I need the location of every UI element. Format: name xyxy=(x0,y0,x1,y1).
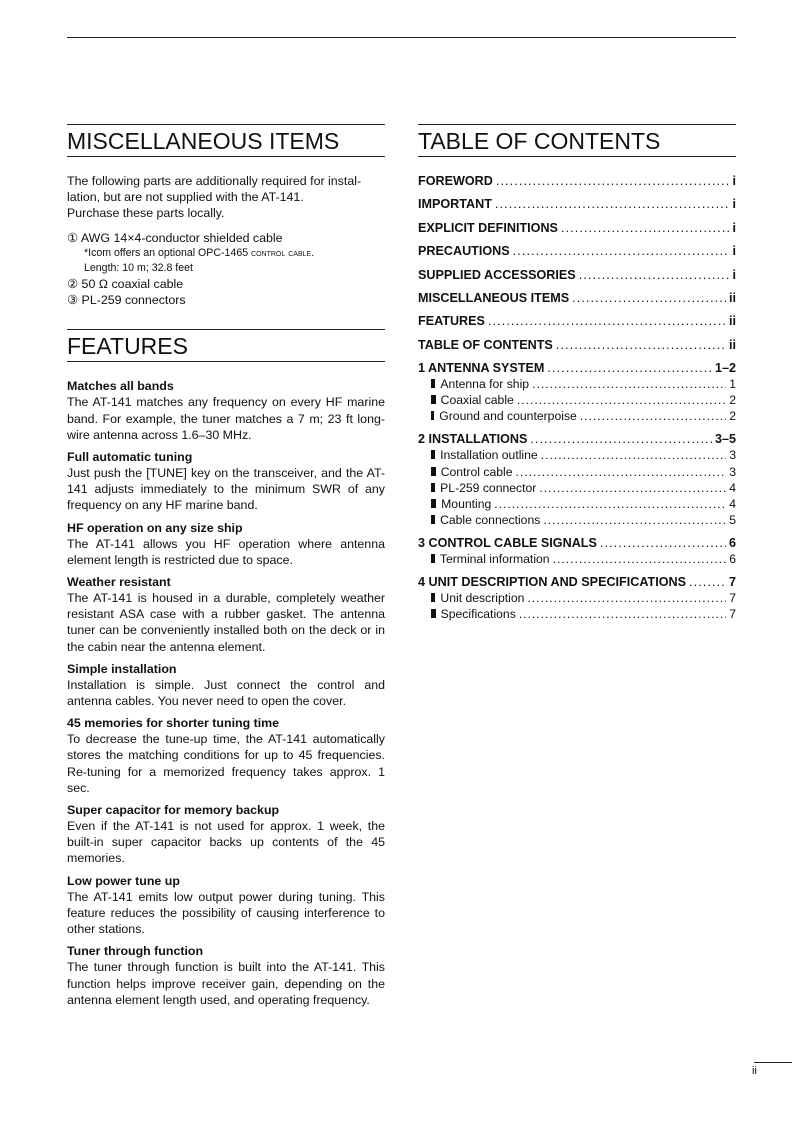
feature-text: The AT-141 is housed in a durable, completely weather resistant ASA case with a rubber gasket. The antenna tuner can be conveniently installed both on the deck or in the cabin near the antenna element. xyxy=(67,591,385,654)
toc-page: 2 xyxy=(729,409,736,424)
misc-intro-line: The following parts are additionally required for instal- xyxy=(67,174,362,188)
toc-entry-title: 1 ANTENNA SYSTEM xyxy=(418,361,545,376)
toc-subentry[interactable] xyxy=(418,496,736,512)
toc-leader xyxy=(600,535,726,551)
toc-entry-title: EXPLICIT DEFINITIONS xyxy=(418,220,558,235)
toc-entry-title: MISCELLANEOUS ITEMS xyxy=(418,290,570,305)
feature-title: Matches all bands xyxy=(67,379,174,394)
toc-subentry[interactable] xyxy=(418,590,736,606)
feature-title: Weather resistant xyxy=(67,575,171,590)
feature-item xyxy=(67,661,385,709)
toc-leader xyxy=(689,574,726,590)
toc-entry[interactable] xyxy=(418,313,736,329)
feature-text: The tuner through function is built into the AT-141. This function helps improve receiver gain, depending on the antenna element length used, and operating frequency. xyxy=(67,960,385,1007)
toc-page: 4 xyxy=(729,480,736,495)
toc-entry-title: Coaxial cable xyxy=(440,393,514,408)
square-bullet-icon xyxy=(431,515,435,524)
feature-item xyxy=(67,715,385,796)
feature-text: To decrease the tune-up time, the AT-141 automatically stores the matching conditions for up to 45 frequencies. Re-tuning for a memorized frequency takes approx. 1 sec. xyxy=(67,732,385,795)
toc-subentry[interactable] xyxy=(418,464,736,480)
toc-entry[interactable] xyxy=(418,267,736,283)
parts-list xyxy=(67,230,385,309)
toc-subentry[interactable] xyxy=(418,408,736,424)
toc-subentry[interactable] xyxy=(418,512,736,528)
toc-page: ii xyxy=(729,290,736,305)
square-bullet-icon xyxy=(431,379,435,388)
feature-item xyxy=(67,873,385,938)
toc-leader xyxy=(494,496,726,512)
misc-intro-line: lation, but are not supplied with the AT-141. xyxy=(67,190,304,205)
toc-page: i xyxy=(732,220,736,235)
feature-text: The AT-141 matches any frequency on every HF marine band. For example, the tuner matches a 7 m; 23 ft long-wire antenna across 1.6–30 MHz. xyxy=(67,395,385,442)
toc-entry-title: Cable connections xyxy=(440,512,541,527)
toc-list xyxy=(418,173,736,622)
toc-page: 7 xyxy=(728,574,736,589)
toc-leader xyxy=(561,220,730,236)
toc-entry-title: Mounting xyxy=(441,496,492,511)
features-heading: FEATURES xyxy=(67,329,385,362)
toc-page: 4 xyxy=(729,496,736,511)
feature-text: The AT-141 allows you HF operation where antenna element length is restricted due to space. xyxy=(67,536,385,567)
feature-title: Super capacitor for memory backup xyxy=(67,803,280,818)
toc-page: 5 xyxy=(729,512,736,527)
misc-intro-line: Purchase these parts locally. xyxy=(67,206,225,221)
toc-leader xyxy=(530,431,712,447)
feature-item xyxy=(67,802,385,867)
toc-leader xyxy=(572,290,726,306)
feature-title: Tuner through function xyxy=(67,944,204,959)
footer-rule xyxy=(754,1062,792,1063)
toc-page: 7 xyxy=(729,590,736,605)
feature-title: 45 memories for shorter tuning time xyxy=(67,716,280,731)
feature-text: The AT-141 emits low output power during tuning. This feature reduces the possibility of causing interference to other stations. xyxy=(67,889,385,937)
feature-title: HF operation on any size ship xyxy=(67,520,243,535)
left-column xyxy=(67,124,385,1014)
toc-leader xyxy=(513,243,730,259)
toc-leader xyxy=(547,360,712,376)
toc-page: 1–2 xyxy=(714,361,736,376)
toc-entry-title: TABLE OF CONTENTS xyxy=(418,337,553,352)
square-bullet-icon xyxy=(431,483,435,492)
feature-text: Even if the AT-141 is not used for approx. 1 week, the built-in super capacitor backs up contents of the 45 memories. xyxy=(67,819,385,866)
square-bullet-icon xyxy=(431,411,434,420)
toc-leader xyxy=(496,173,730,189)
feature-item xyxy=(67,574,385,655)
square-bullet-icon xyxy=(431,395,436,404)
feature-item xyxy=(67,449,385,514)
toc-page: 7 xyxy=(729,607,736,622)
toc-leader xyxy=(495,196,730,212)
toc-heading: TABLE OF CONTENTS xyxy=(418,124,736,157)
square-bullet-icon xyxy=(431,593,435,602)
toc-page: 3 xyxy=(729,464,736,479)
toc-entry-title: Antenna for ship xyxy=(440,377,530,392)
part-item: ③ PL-259 connectors xyxy=(67,293,186,308)
toc-subentry[interactable] xyxy=(418,376,736,392)
toc-page: i xyxy=(732,267,736,282)
toc-chapter[interactable] xyxy=(418,360,736,376)
toc-entry-title: PL-259 connector xyxy=(440,480,537,495)
toc-leader xyxy=(579,267,730,283)
toc-entry-title: 3 CONTROL CABLE SIGNALS xyxy=(418,535,597,550)
toc-page: 2 xyxy=(729,393,736,408)
feature-title: Low power tune up xyxy=(67,873,180,888)
toc-leader xyxy=(517,392,726,408)
toc-entry-title: Unit description xyxy=(440,590,525,605)
toc-chapter[interactable] xyxy=(418,574,736,590)
toc-entry-title: PRECAUTIONS xyxy=(418,244,510,259)
page-number: ii xyxy=(752,1065,757,1077)
toc-leader xyxy=(527,590,726,606)
feature-title: Full automatic tuning xyxy=(67,450,193,465)
toc-entry-title: SUPPLIED ACCESSORIES xyxy=(418,267,576,282)
part-length: Length: 10 m; 32.8 feet xyxy=(84,262,193,275)
toc-entry-title: IMPORTANT xyxy=(418,197,492,212)
feature-text: Installation is simple. Just connect the control and antenna cables. You never need to open the cover. xyxy=(67,677,385,709)
toc-entry-title: 2 INSTALLATIONS xyxy=(418,432,528,447)
toc-entry-title: Installation outline xyxy=(440,448,538,463)
toc-entry-title: FEATURES xyxy=(418,314,485,329)
toc-entry-title: Control cable xyxy=(440,464,513,479)
toc-leader xyxy=(543,512,726,528)
toc-page: ii xyxy=(729,337,736,352)
toc-entry[interactable] xyxy=(418,243,736,259)
feature-title: Simple installation xyxy=(67,661,177,676)
toc-chapter[interactable] xyxy=(418,431,736,447)
feature-item xyxy=(67,520,385,568)
features-list xyxy=(67,378,385,1007)
toc-page: 3–5 xyxy=(714,432,736,447)
toc-entry[interactable] xyxy=(418,290,736,306)
toc-entry[interactable] xyxy=(418,196,736,212)
toc-page: i xyxy=(732,174,736,188)
toc-subentry[interactable] xyxy=(418,551,736,567)
part-item: ① AWG 14×4-conductor shielded cable xyxy=(67,230,283,245)
toc-page: i xyxy=(732,244,736,259)
square-bullet-icon xyxy=(431,467,436,476)
toc-leader xyxy=(532,376,726,392)
toc-leader xyxy=(539,480,726,496)
square-bullet-icon xyxy=(431,609,436,618)
toc-subentry[interactable] xyxy=(418,392,736,408)
feature-text: Just push the [TUNE] key on the transceiver, and the AT-141 adjusts immediately to the minimum SWR of any frequency on any HF marine band. xyxy=(67,466,385,513)
toc-page: 6 xyxy=(729,551,736,566)
toc-leader xyxy=(488,313,726,329)
misc-heading: MISCELLANEOUS ITEMS xyxy=(67,124,385,157)
toc-entry-title: Terminal information xyxy=(439,551,550,566)
top-rule xyxy=(67,37,736,38)
part-note: *Icom offers an optional OPC-1465 control cable. xyxy=(84,246,315,259)
toc-subentry[interactable] xyxy=(418,606,736,622)
right-column xyxy=(418,124,736,622)
toc-entry-title: 4 UNIT DESCRIPTION AND SPECIFICATIONS xyxy=(418,574,686,589)
toc-page: ii xyxy=(729,314,736,329)
toc-entry-title: Specifications xyxy=(440,607,516,622)
toc-leader xyxy=(580,408,726,424)
toc-chapter[interactable] xyxy=(418,535,736,551)
feature-item xyxy=(67,943,385,1008)
toc-page: 3 xyxy=(729,448,736,463)
toc-subentry[interactable] xyxy=(418,480,736,496)
toc-page: 6 xyxy=(728,535,736,550)
feature-item xyxy=(67,378,385,443)
toc-entry[interactable] xyxy=(418,220,736,236)
toc-leader xyxy=(553,551,727,567)
misc-intro xyxy=(67,173,385,222)
toc-entry-title: Ground and counterpoise xyxy=(439,409,577,424)
part-item: ② 50 Ω coaxial cable xyxy=(67,277,184,292)
toc-page: i xyxy=(732,197,736,212)
toc-entry-title: FOREWORD xyxy=(418,174,493,188)
square-bullet-icon xyxy=(431,554,435,563)
toc-entry[interactable] xyxy=(418,173,736,189)
toc-page: 1 xyxy=(729,377,736,392)
square-bullet-icon xyxy=(431,450,435,459)
toc-leader xyxy=(556,337,726,353)
toc-subentry[interactable] xyxy=(418,447,736,463)
toc-leader xyxy=(519,606,726,622)
toc-leader xyxy=(541,447,727,463)
toc-leader xyxy=(516,464,727,480)
square-bullet-icon xyxy=(431,499,436,508)
toc-entry[interactable] xyxy=(418,337,736,353)
